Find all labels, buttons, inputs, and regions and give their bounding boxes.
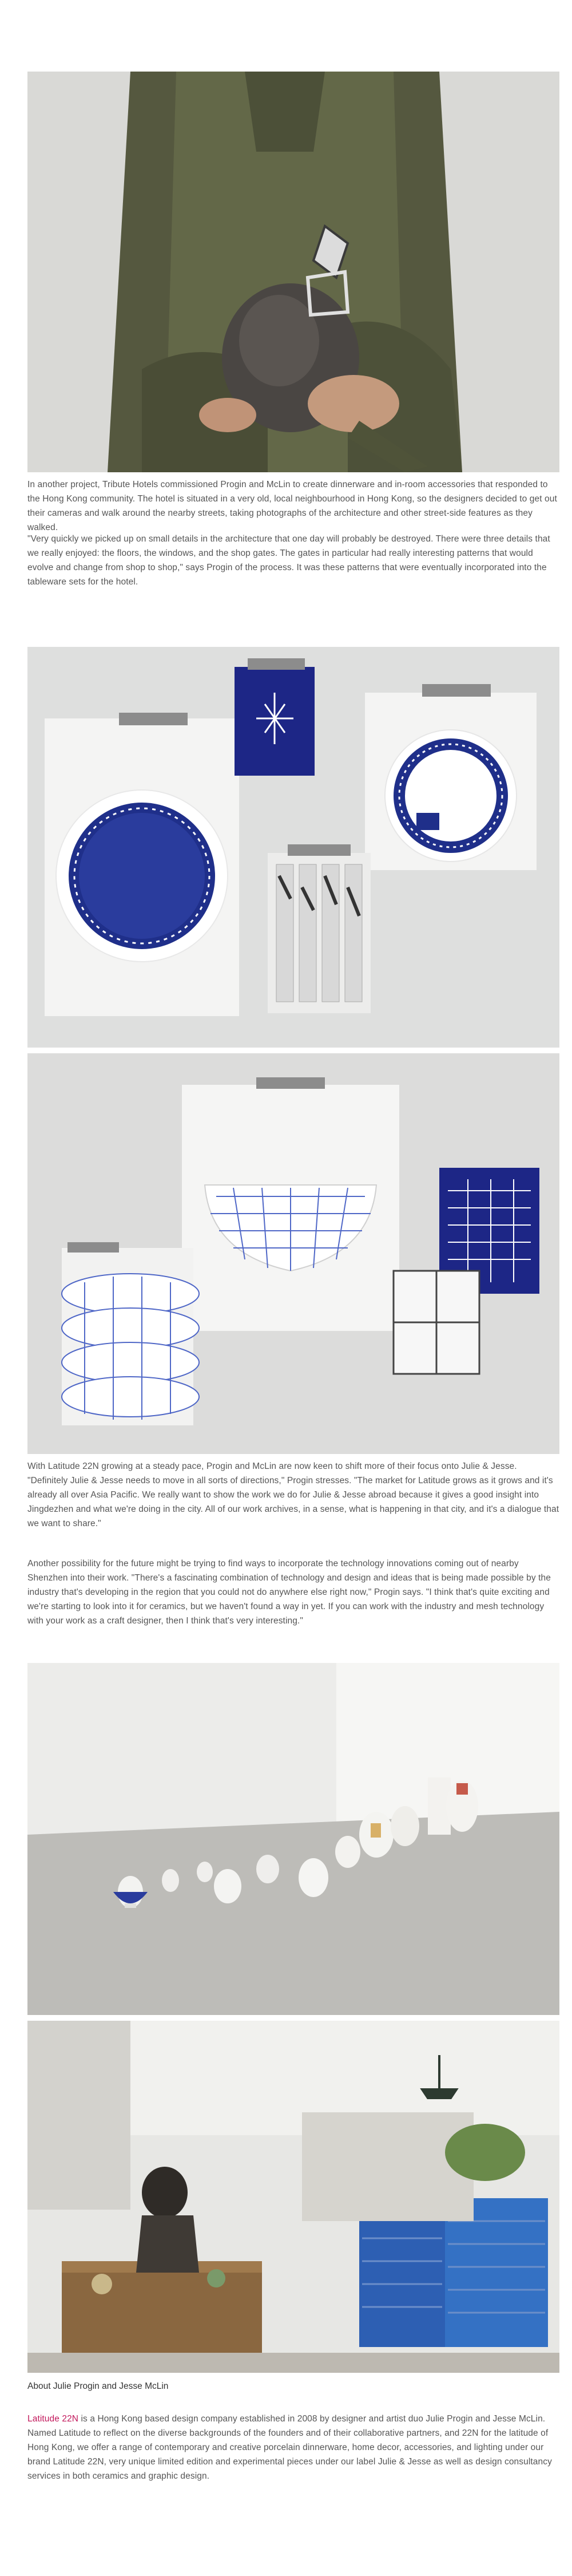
photo-plates-moodboard [27,647,559,1048]
photo-bowls-moodboard [27,1053,559,1454]
paragraph-tribute-hotels: In another project, Tribute Hotels commissioned Progin and McLin to create dinnerware and in-room accessories that responded to the Hong Kong community. The hotel is situated in a very old, local neighbourhood in Hong Kong, so the designers decided to get out their cameras and walk around the nearby streets, taking photographs of the architecture and other street-side features as they walked. [27,480,557,532]
photo-vases-gallery [27,1663,559,2015]
paragraph-julie-and-jesse: With Latitude 22N growing at a steady pace, Progin and McLin are now keen to shift more of their focus onto Julie & Jesse. "Definitely Julie & Jesse needs to move in all sorts of directions," Progin stresses. "The market for Latitude grows as it grows and it's already all over Asia Pacific. We really want to show the work we do for Julie & Jesse abroad because it gives a good insight into Jingdezhen and what we're doing in the city. All of our work archives, in a sense, what is happening in that city, and it's a dialogue that we want to share." [27,1461,559,1528]
paragraph-shenzhen-technology: Another possibility for the future might be trying to find ways to incorporate the technology innovations coming out of nearby Shenzhen into their work. "There's a fascinating combination of technology and design and ideas that is being made possible by the industry that's developing in the region that you could not do anywhere else right now," Progin says. "I think that's quite exciting and we're starting to look into it for ceramics, but we haven't found a way in yet. If you can work with the industry and mesh technology with your work as a craft designer, then I think that's very interesting." [27,1559,551,1626]
about-text: is a Hong Kong based design company established in 2008 by designer and artist duo Julie Progin and Jesse McLin. Named Latitude to reflect on the diverse backgrounds of the founders and of their collaborative partners, and 22N for the latitude of Hong Kong, we offer a range of contemporary and creative porcelain dinnerware, home decor, accessories, and lighting under our brand Latitude 22N, very unique limited edition and experimental pieces under our label Julie & Jesse as well as design consultancy services in both ceramics and graphic design. [27,2414,552,2481]
about-paragraph [27,2412,559,2483]
about-caption: About Julie Progin and Jesse McLin [27,2381,169,2391]
latitude-22n-link[interactable]: Latitude 22N [27,2414,79,2424]
paragraph-architecture-details: "Very quickly we picked up on small details in the architecture that one day will probably be destroyed. There were three details that we really enjoyed: the floors, the windows, and the shop gates. The gates in particular had really interesting patterns that would evolve and change from shop to shop," says Progin of the process. It was these patterns that were eventually incorporated into the tableware sets for the hotel. [27,534,550,587]
photo-man-holding-vase [27,72,559,472]
photo-studio-workshop [27,2021,559,2373]
